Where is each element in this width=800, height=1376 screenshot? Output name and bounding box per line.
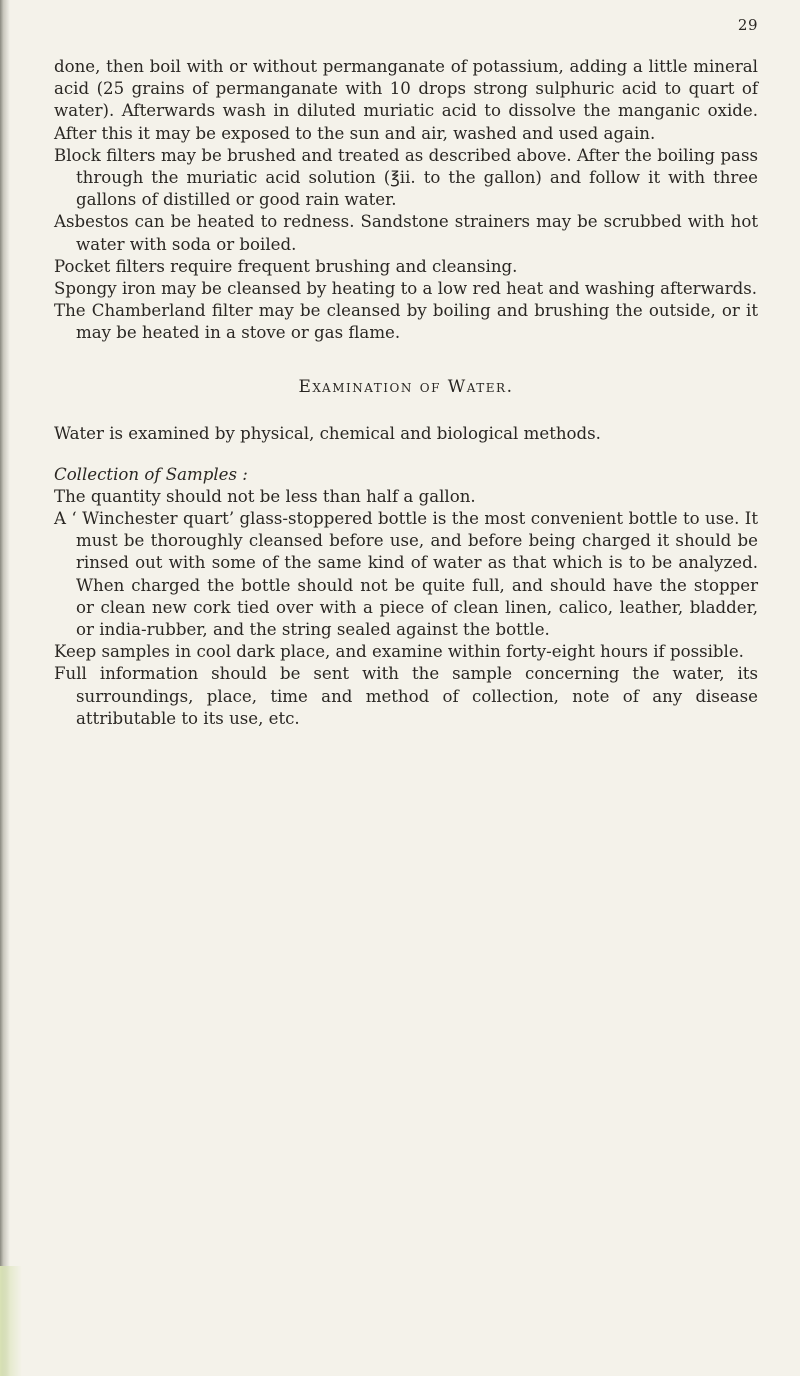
paragraph-spongy-iron: Spongy iron may be cleansed by heating to a low red heat and washing afterwards. [54,279,758,299]
paragraph-block-filters: Block filters may be brushed and treated as described above. After the boiling pass through the muriatic acid solution (℥ii. to the gallon) and follow it with three gallons of distilled or good rain water. [54,145,758,210]
paragraph-keep-samples: Keep samples in cool dark place, and examine within forty-eight hours if possible. [54,642,744,662]
paragraph-filter-cleaning: done, then boil with or without permanganate of potassium, adding a little mineral acid (25 grains of permanganate with 10 drops strong sulphuric acid to quart of water). Afterwards wash in diluted muriatic acid to dissolve the manganic oxide. After this it may be exposed to the sun and air, washed and used again. [54,57,758,143]
paragraph-quantity: The quantity should not be less than half a gallon. [54,486,476,506]
paragraph-intro: Water is examined by physical, chemical and biological methods. [54,423,601,443]
page-number: 29 [737,16,758,34]
subsection-heading: Collection of Samples : [54,464,248,484]
page-edge-stain [0,1266,22,1376]
page-edge-shadow [0,0,10,1376]
paragraph-asbestos: Asbestos can be heated to redness. Sandstone strainers may be scrubbed with hot water with soda or boiled. [54,212,758,254]
paragraph-full-information: Full information should be sent with the sample concerning the water, its surroundings, place, time and method of collection, note of any disease attributable to its use, etc. [54,664,758,728]
section-heading: Examination of Water. [298,376,514,397]
paragraph-chamberland-filter: The Chamberland filter may be cleansed by boiling and brushing the outside, or it may be heated in a stove or gas flame. [54,301,758,343]
paragraph-winchester-quart: A ‘ Winchester quart’ glass-stoppered bottle is the most convenient bottle to use. It must be thoroughly cleansed before use, and before being charged it should be rinsed out with some of the same kind of water as that which is to be analyzed. When charged the bottle should not be quite full, and should have the stopper or clean new cork tied over with a piece of clean linen, calico, leather, bladder, or india-rubber, and the string sealed against the bottle. [54,509,758,640]
book-page [54,16,758,730]
paragraph-pocket-filters: Pocket filters require frequent brushing and cleansing. [54,256,518,276]
